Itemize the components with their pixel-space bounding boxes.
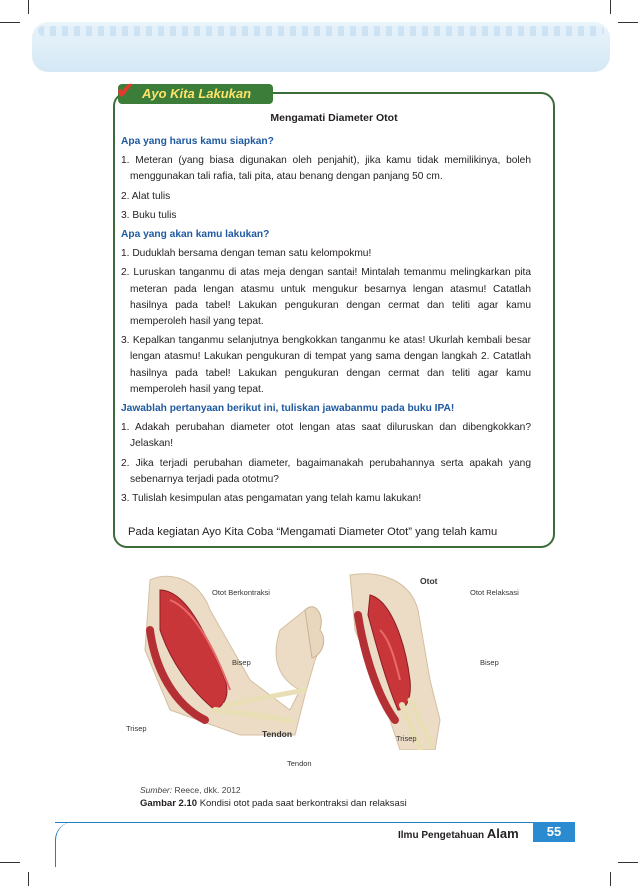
check-icon: ✔	[116, 78, 135, 103]
book-title	[398, 826, 519, 841]
crop-mark	[28, 0, 29, 14]
footer-curve	[55, 822, 86, 867]
label-otot-relaksasi: Otot Relaksasi	[470, 588, 519, 597]
label-tendon-img: Tendon	[262, 729, 293, 739]
continuation-text: Pada kegiatan Ayo Kita Coba “Mengamati Diameter Otot” yang telah kamu	[128, 526, 498, 538]
crop-mark	[610, 872, 611, 886]
crop-mark	[0, 22, 20, 23]
list-item: 2. Alat tulis	[121, 190, 171, 202]
heading-prepare: Apa yang harus kamu siapkan?	[121, 136, 274, 147]
crop-mark	[618, 22, 638, 23]
crop-mark	[610, 0, 611, 14]
list-item: 2. Jika terjadi perubahan diameter, bagaimanakah perubahannya serta apakah yang sebenarnya terjadi pada ototmu?	[121, 457, 531, 485]
footer-rule	[55, 822, 575, 823]
heading-answer: Jawablah pertanyaan berikut ini, tuliskan jawabanmu pada buku IPA!	[121, 403, 455, 415]
arm-relaxed-figure	[340, 570, 490, 750]
caption-number: Gambar 2.10	[140, 798, 198, 809]
crop-mark	[28, 872, 29, 886]
caption-text: Kondisi otot pada saat berkontraksi dan relaksasi	[199, 798, 407, 809]
section-tag: Ayo Kita Lakukan	[118, 84, 273, 104]
label-trisep-left: Trisep	[126, 724, 147, 733]
list-item: 1. Adakah perubahan diameter otot lengan atas saat diluruskan dan dibengkokkan? Jelaskan!	[121, 422, 531, 450]
label-otot-berkontraksi: Otot Berkontraksi	[212, 588, 270, 597]
list-item: 3. Kepalkan tanganmu selanjutnya bengkokkan tanganmu ke atas! Ukurlah kembali besar lengan atasmu! Lakukan pengukuran di tempat yang sama dengan langkah 2. Catatlah hasilnya pada tabel! Lakukan pengukuran dengan cermat dan teliti agar kamu memperoleh hasil yang tepat.	[121, 335, 531, 395]
arm-contracted-figure	[130, 570, 330, 750]
activity-content	[121, 134, 531, 510]
label-tendon: Tendon	[287, 759, 312, 768]
label-bisep-right: Bisep	[480, 658, 499, 667]
figure-caption	[140, 798, 407, 809]
list-item: 3. Tulislah kesimpulan atas pengamatan yang telah kamu lakukan!	[121, 493, 422, 505]
page-header-band	[32, 22, 610, 72]
book-title-suffix: Alam	[486, 826, 519, 841]
label-trisep-right: Trisep	[396, 734, 417, 743]
list-item: 1. Duduklah bersama dengan teman satu kelompokmu!	[121, 248, 372, 260]
crop-mark	[618, 862, 638, 863]
heading-do: Apa yang akan kamu lakukan?	[121, 229, 270, 241]
list-item: 3. Buku tulis	[121, 209, 177, 221]
book-title-prefix: Ilmu Pengetahuan	[398, 830, 485, 841]
list-item: 1. Meteran (yang biasa digunakan oleh penjahit), jika kamu tidak memilikinya, boleh menggunakan tali rafia, tali pita, atau benang dengan panjang 50 cm.	[121, 155, 531, 183]
crop-mark	[0, 862, 20, 863]
label-otot-image: Otot	[420, 576, 438, 586]
figure-source	[140, 785, 241, 795]
label-bisep-left: Bisep	[232, 658, 251, 667]
source-prefix: Sumber:	[140, 785, 173, 795]
page-number: 55	[533, 822, 575, 842]
activity-title: Mengamati Diameter Otot	[270, 112, 398, 124]
list-item: 2. Luruskan tanganmu di atas meja dengan santai! Mintalah temanmu melingkarkan pita meteran pada lengan atasmu untuk mengukur besarnya lengan atasmu! Catatlah hasilnya pada tabel! Lakukan pengukuran dengan cermat dan teliti agar kamu memperoleh hasil yang tepat.	[121, 267, 531, 328]
source-text: Reece, dkk. 2012	[174, 785, 241, 795]
